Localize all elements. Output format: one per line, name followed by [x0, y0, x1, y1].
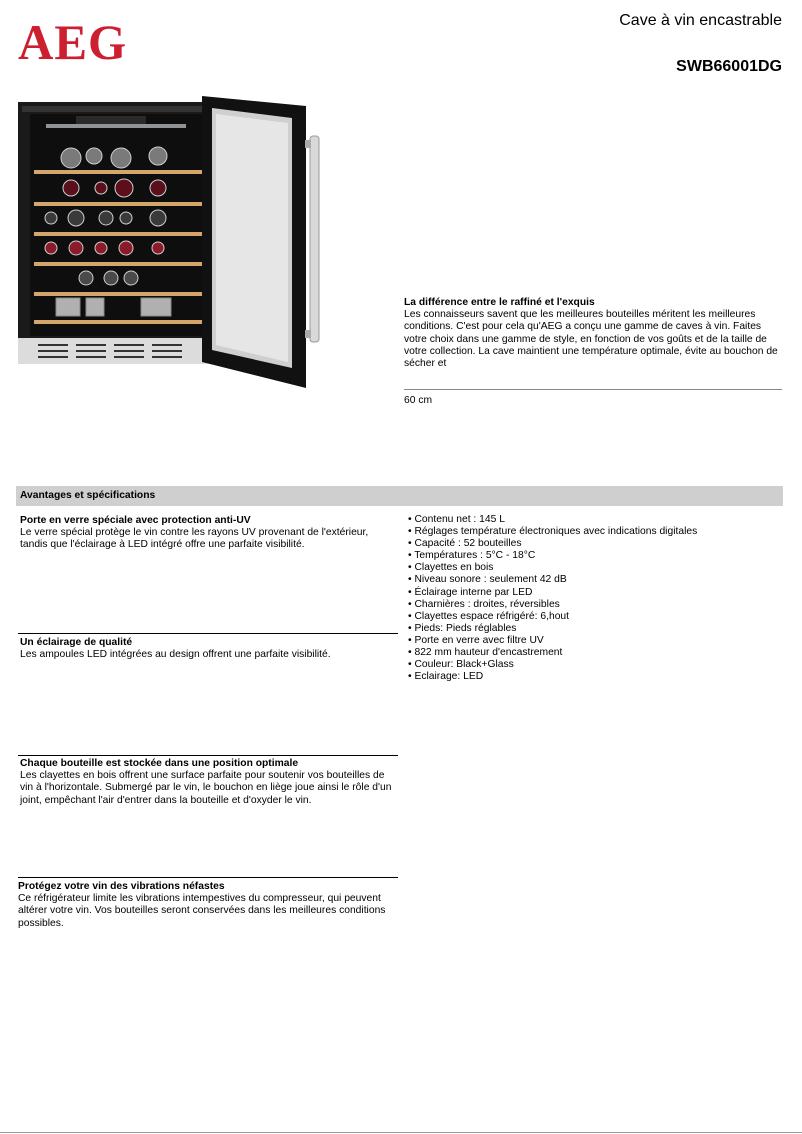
divider [18, 755, 398, 756]
feature-3 [20, 758, 392, 807]
feature-title: Protégez votre vin des vibrations néfastes [18, 881, 225, 892]
spec-item: • Réglages température électroniques avec indications digitales [408, 526, 697, 538]
spec-item: • Couleur: Black+Glass [408, 659, 697, 671]
spec-item: • Eclairage: LED [408, 671, 697, 683]
feature-body: Les ampoules LED intégrées au design offrent une parfaite visibilité. [20, 649, 331, 661]
divider [404, 389, 782, 390]
spec-item: • Températures : 5°C - 18°C [408, 550, 697, 562]
spec-item: • Porte en verre avec filtre UV [408, 635, 697, 647]
spec-item: • Capacité : 52 bouteilles [408, 538, 697, 550]
divider [18, 877, 398, 878]
intro-title: La différence entre le raffiné et l'exquis [404, 297, 595, 308]
intro-body: Les connaisseurs savent que les meilleures bouteilles méritent les meilleures conditions. C'est pour cela qu'AEG a conçu une gamme de caves à vin. Faites votre choix dans une gamme de style, en fonction de vos goûts et de la taille de votre collection. La cave maintient une température optimale, évite au bouchon de sécher et [404, 309, 778, 370]
spec-item: • Éclairage interne par LED [408, 587, 697, 599]
feature-body: Les clayettes en bois offrent une surface parfaite pour soutenir vos bouteilles de vin à l'horizontale. Submergé par le vin, le bouchon en liège joue ainsi le rôle d'un joint, empêchant l'air d'entrer dans la bouteille et d'oxyder le vin. [20, 770, 392, 806]
feature-1 [20, 515, 392, 552]
spec-item: • 822 mm hauteur d'encastrement [408, 647, 697, 659]
spec-item: • Clayettes espace réfrigéré: 6,hout [408, 611, 697, 623]
intro-block [404, 297, 782, 370]
feature-body: Le verre spécial protège le vin contre les rayons UV provenant de l'extérieur, tandis que l'éclairage à LED intégré offre une parfaite visibilité. [20, 527, 369, 551]
spec-item: • Pieds: Pieds réglables [408, 623, 697, 635]
product-width: 60 cm [404, 395, 433, 406]
page-bottom-rule [0, 1132, 802, 1133]
feature-2 [20, 637, 392, 661]
spec-item: • Niveau sonore : seulement 42 dB [408, 574, 697, 586]
product-image [16, 92, 328, 392]
spec-list [408, 514, 697, 683]
feature-title: Chaque bouteille est stockée dans une position optimale [20, 758, 299, 769]
document-title: Cave à vin encastrable [619, 12, 782, 29]
feature-4 [18, 881, 396, 930]
spec-item: • Clayettes en bois [408, 562, 697, 574]
brand-logo [18, 14, 133, 70]
model-number: SWB66001DG [676, 58, 782, 75]
feature-title: Porte en verre spéciale avec protection anti-UV [20, 515, 251, 526]
spec-item: • Charnières : droites, réversibles [408, 599, 697, 611]
section-title: Avantages et spécifications [20, 490, 156, 501]
feature-body: Ce réfrigérateur limite les vibrations intempestives du compresseur, qui peuvent altérer votre vin. Vos bouteilles seront conservées dans les meilleures conditions possibles. [18, 893, 386, 929]
brand-logo-text: AEG [18, 14, 128, 70]
divider [18, 633, 398, 634]
spec-item: • Contenu net : 145 L [408, 514, 697, 526]
feature-title: Un éclairage de qualité [20, 637, 133, 648]
